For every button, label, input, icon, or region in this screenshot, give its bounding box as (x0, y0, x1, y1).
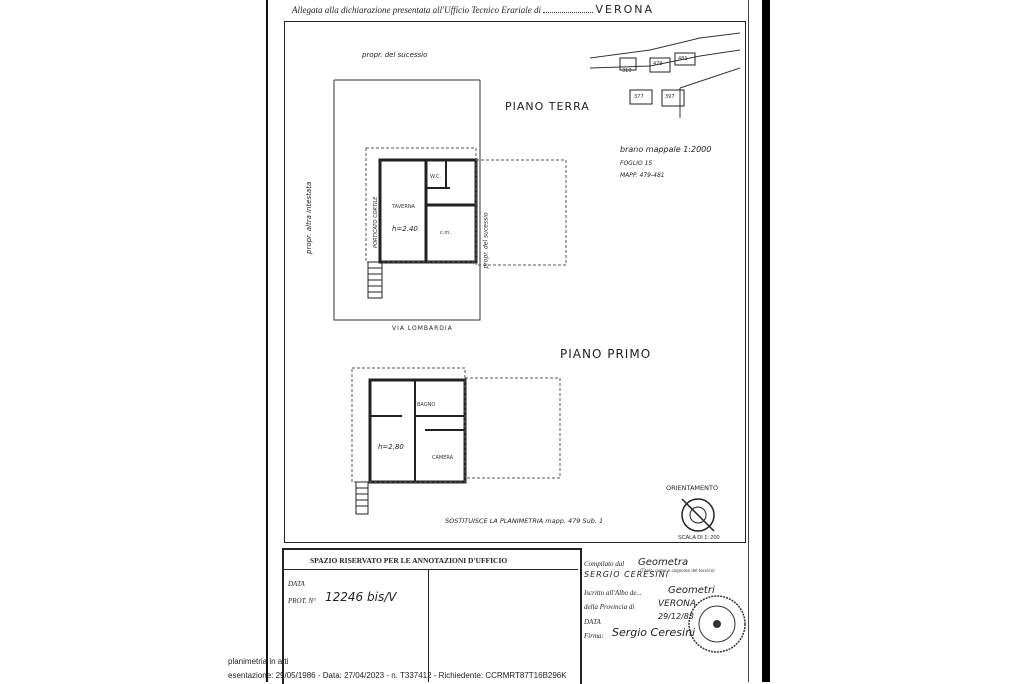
office-box-vdivider (428, 569, 429, 682)
albo-value: Geometri (668, 585, 715, 596)
room-wc: W.C. (430, 174, 442, 180)
firma-value: Sergio Ceresini (612, 626, 696, 639)
via-lombardia: VIA LOMBARDIA (392, 325, 453, 332)
data-value: 29/12/83 (658, 612, 694, 621)
compilato-value: Geometra (638, 557, 689, 568)
allegata-text: Allegata alla dichiarazione presentata all'Ufficio Tecnico Erariale di (292, 5, 541, 15)
office-box-divider (284, 569, 578, 570)
room-taverna: TAVERNA (392, 204, 415, 210)
map-inset-mapp: MAPP. 479-481 (620, 172, 665, 179)
provincia-value: VERONA (658, 599, 697, 609)
iscritto-label: Iscritto all'Albo de... (584, 589, 642, 597)
map-inset (590, 28, 740, 138)
piano-primo-title: PIANO PRIMO (560, 347, 652, 361)
owner-right-label: propr. del sucessio (482, 212, 490, 269)
parcel-377: 377 (634, 94, 644, 100)
height-terra: h=2.40 (392, 225, 418, 233)
map-inset-svg (590, 28, 740, 138)
data-label: DATA (584, 618, 601, 626)
map-inset-foglio: FOGLIO 15 (620, 160, 653, 167)
owner-left-label: propr. altra intestata (305, 181, 313, 254)
office-prot-value: 12246 bis/V (325, 590, 397, 604)
sheet-edge-right (762, 0, 770, 682)
height-primo: h=2.80 (378, 443, 404, 451)
retro-label: PORTICATO CORTILE (373, 196, 379, 248)
map-inset-title: brano mappale 1:2000 (620, 145, 712, 154)
orientamento-label: ORIENTAMENTO (666, 484, 719, 492)
piano-terra-plan (290, 70, 590, 350)
professional-stamp (686, 593, 748, 655)
parcel-481: 481 (678, 56, 688, 62)
compilato-note: (Titolo, nome e cognome del tecnico) (640, 568, 715, 573)
compass-icon (678, 495, 718, 535)
compilato-label: Compilato dal (584, 560, 625, 568)
firma-label: Firma: (584, 632, 604, 640)
office-box-title: SPAZIO RISERVATO PER LE ANNOTAZIONI D'UFFICIO (310, 556, 508, 565)
sostituisce-note: SOSTITUISCE LA PLANIMETRIA mapp. 479 Sub. 1 (445, 517, 604, 525)
compiler-name: SERGIO CERESINI (584, 570, 670, 579)
provincia-label: della Provincia di (584, 603, 635, 611)
owner-top-label: propr. del sucessio (362, 51, 428, 59)
room-bagno: BAGNO (417, 402, 436, 408)
parcel-397: 397 (665, 94, 675, 100)
piano-terra-title: PIANO TERRA (505, 100, 590, 113)
footer-line1: planimetria in atti (228, 657, 289, 666)
piano-primo-plan (340, 358, 570, 518)
parcel-319: 319 (622, 68, 632, 74)
scala-label: SCALA DI 1: 200 (678, 535, 720, 541)
footer-line2: esentazione: 29/05/1986 - Data: 27/04/2023 - n. T337412 - Richiedente: CCRMRT87T16B296K (228, 671, 567, 680)
header-allegata (292, 3, 654, 16)
room-camera: CAMERA (432, 455, 454, 461)
room-cm: c.m. (440, 230, 451, 236)
city-name: VERONA (595, 3, 655, 16)
parcel-479: 479 (653, 61, 663, 67)
sheet-edge-left (266, 0, 268, 682)
office-data-label: DATA (288, 580, 305, 588)
office-prot-label: PROT. N° (288, 597, 316, 605)
compiler-box (578, 548, 748, 682)
sheet-edge-right-inner (748, 0, 749, 682)
